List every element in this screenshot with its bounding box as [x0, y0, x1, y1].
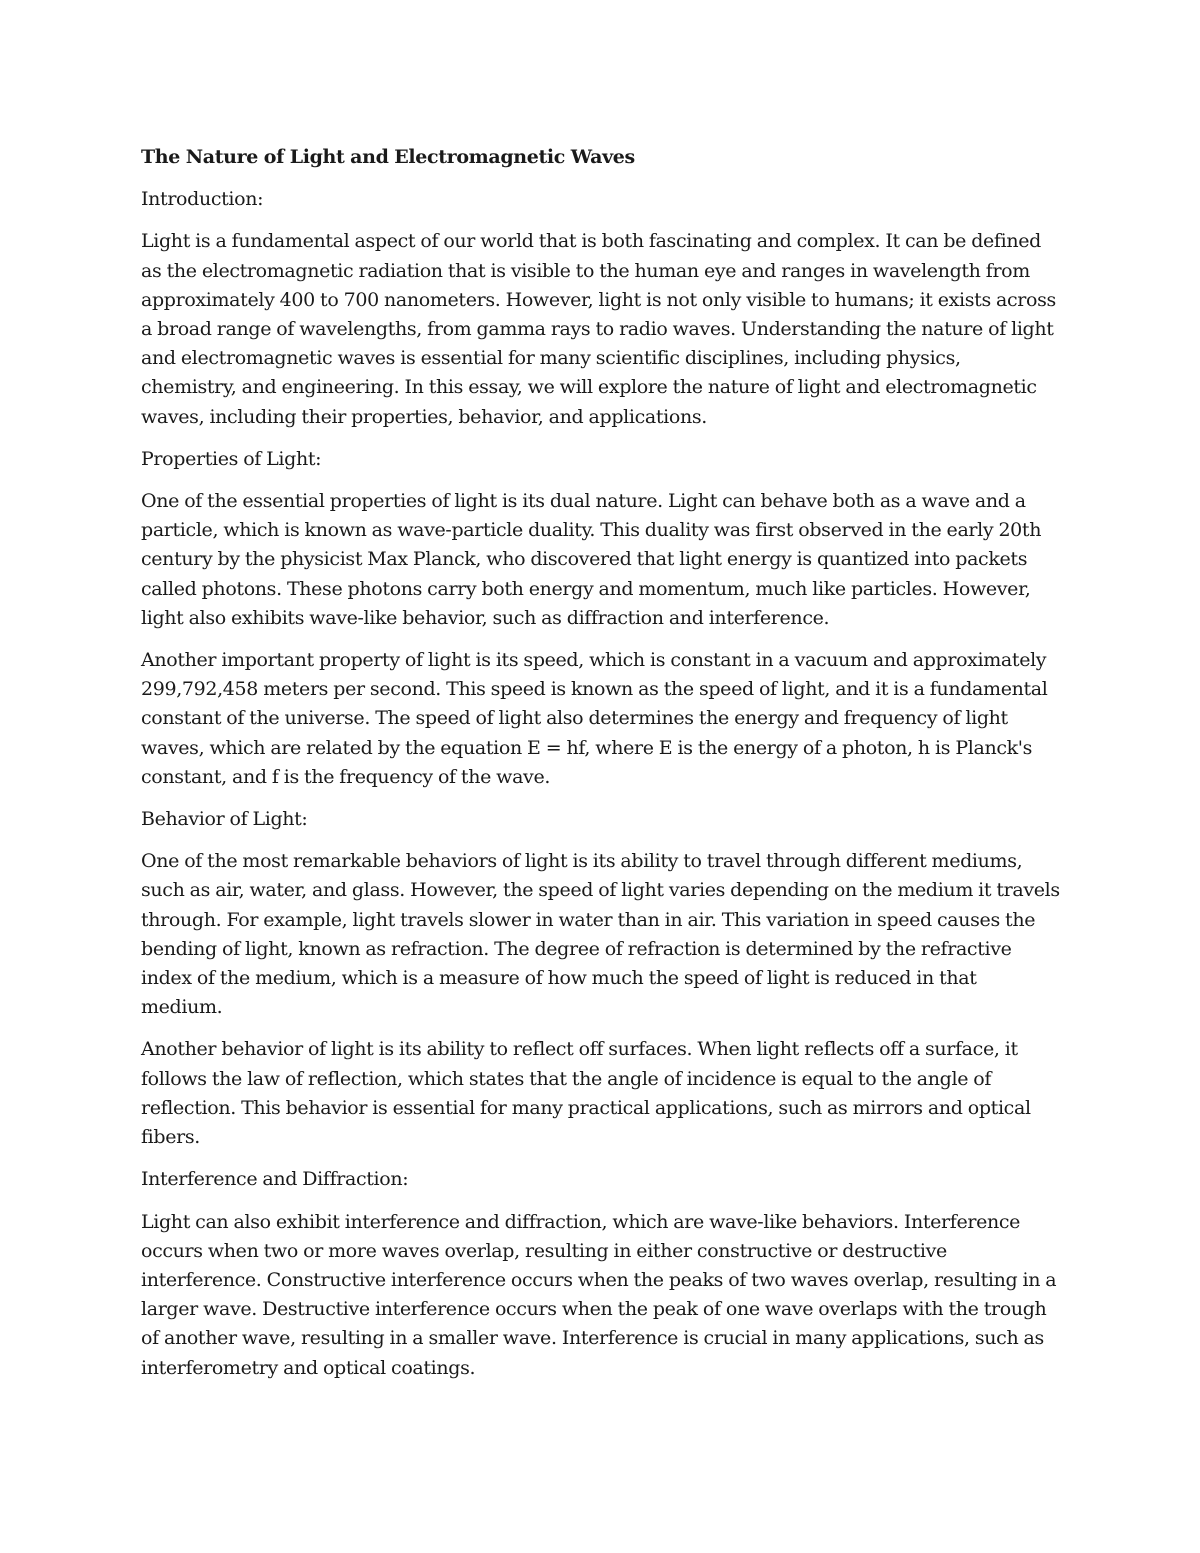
section-heading-introduction: Introduction:	[141, 188, 264, 211]
paragraph: Light is a fundamental aspect of our world that is both fascinating and complex. It can be defined as the electromagnetic radiation that is visible to the human eye and ranges in wavelength from approximately 400 to 700 nanometers. However, light is not only visible to humans; it exists across a broad range of wavelengths, from gamma rays to radio waves. Understanding the nature of light and electromagnetic waves is essential for many scientific disciplines, including physics, chemistry, and engineering. In this essay, we will explore the nature of light and electromagnetic waves, including their properties, behavior, and applications.	[141, 230, 1056, 428]
paragraph: Another important property of light is its speed, which is constant in a vacuum and approximately 299,792,458 meters per second. This speed is known as the speed of light, and it is a fundamental constant of the universe. The speed of light also determines the energy and frequency of light waves, which are related by the equation E = hf, where E is the energy of a photon, h is Planck's constant, and f is the frequency of the wave.	[141, 649, 1048, 788]
paragraph: Light can also exhibit interference and diffraction, which are wave-like behaviors. Interference occurs when two or more waves overlap, resulting in either constructive or destructive interference. Constructive interference occurs when the peaks of two waves overlap, resulting in a larger wave. Destructive interference occurs when the peak of one wave overlaps with the trough of another wave, resulting in a smaller wave. Interference is crucial in many applications, such as interferometry and optical coatings.	[141, 1210, 1057, 1379]
section-heading-interference: Interference and Diffraction:	[141, 1168, 409, 1191]
paragraph: Another behavior of light is its ability to reflect off surfaces. When light reflects off a surface, it follows the law of reflection, which states that the angle of incidence is equal to the angle of reflection. This behavior is essential for many practical applications, such as mirrors and optical fibers.	[141, 1038, 1031, 1149]
document-page	[141, 143, 1061, 1396]
section-heading-properties: Properties of Light:	[141, 447, 322, 470]
section-heading-behavior: Behavior of Light:	[141, 808, 308, 831]
document-title: The Nature of Light and Electromagnetic Waves	[141, 146, 635, 168]
paragraph: One of the essential properties of light is its dual nature. Light can behave both as a wave and a particle, which is known as wave-particle duality. This duality was first observed in the early 20th century by the physicist Max Planck, who discovered that light energy is quantized into packets called photons. These photons carry both energy and momentum, much like particles. However, light also exhibits wave-like behavior, such as diffraction and interference.	[141, 490, 1042, 629]
paragraph: One of the most remarkable behaviors of light is its ability to travel through different mediums, such as air, water, and glass. However, the speed of light varies depending on the medium it travels through. For example, light travels slower in water than in air. This variation in speed causes the bending of light, known as refraction. The degree of refraction is determined by the refractive index of the medium, which is a measure of how much the speed of light is reduced in that medium.	[141, 850, 1060, 1019]
